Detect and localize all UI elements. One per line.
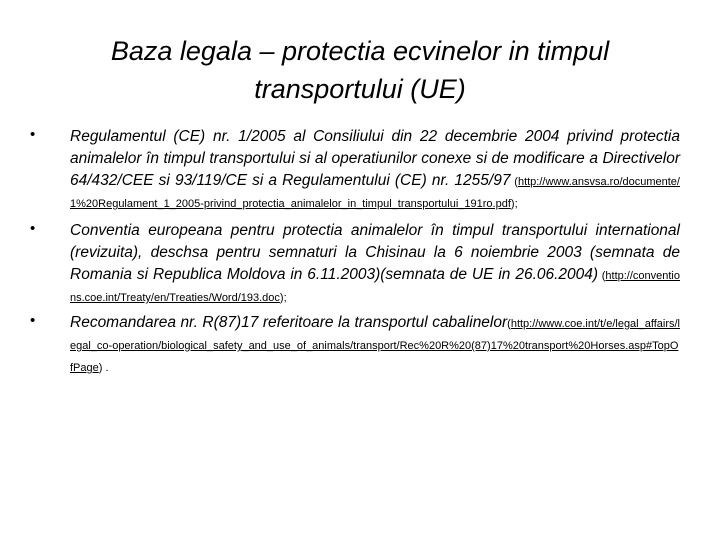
slide-title [60,32,660,108]
ref-open: ( [598,270,606,282]
ref-close: ); [510,198,518,210]
bullet-text [70,220,680,308]
ref-open: ( [507,318,511,330]
bullet-icon: • [30,312,36,329]
bullet-text [70,312,680,378]
convention-link[interactable]: http://conventions.coe.int/Treaty/en/Treaties/Word/193.doc [70,270,680,304]
title-line-2: transportului (UE) [254,74,466,104]
bullet-item [30,220,680,308]
regulation-text: Regulamentul (CE) nr. 1/2005 al Consiliului din 22 decembrie 2004 privind protectia animalelor în timpul transportului si al operatiunilor conexe si de modificare a Directivelor 64/432/CEE si 93/119/CE si a Regulamentului (CE) nr. 1255/97 [70,128,680,189]
ref-open: ( [510,176,518,188]
title-line-1: Baza legala – protectia ecvinelor in timpul [110,36,610,66]
recommendation-link[interactable]: http://www.coe.int/t/e/legal_affairs/legal_co-operation/biological_safety_and_use_of_animals/transport/Rec%20R%20(87)17%20transport%20Horses.asp#TopOfPage [70,318,680,374]
bullet-item [30,126,680,214]
bullet-icon: • [30,126,36,143]
regulation-link[interactable]: http://www.ansvsa.ro/documente/1%20Regulament_1_2005-privind_protectia_animalelor_in_timpul_transportului_191ro.pdf [70,176,680,210]
bullet-icon: • [30,220,36,237]
convention-text: Conventia europeana pentru protectia animalelor în timpul transportului international (revizuita), deschsa pentru semnaturi la Chisinau la 6 noiembrie 2003 (semnata de Romania si Republica Moldova in 6.11.2003)(semnata de UE in 26.06.2004) [70,222,680,283]
bullet-item [30,312,680,378]
bullet-list [30,126,680,378]
bullet-text [70,126,680,214]
recommendation-text: Recomandarea nr. R(87)17 referitoare la transportul cabalinelor [70,314,508,331]
ref-close: ); [279,292,287,304]
ref-close: ) . [98,362,109,374]
